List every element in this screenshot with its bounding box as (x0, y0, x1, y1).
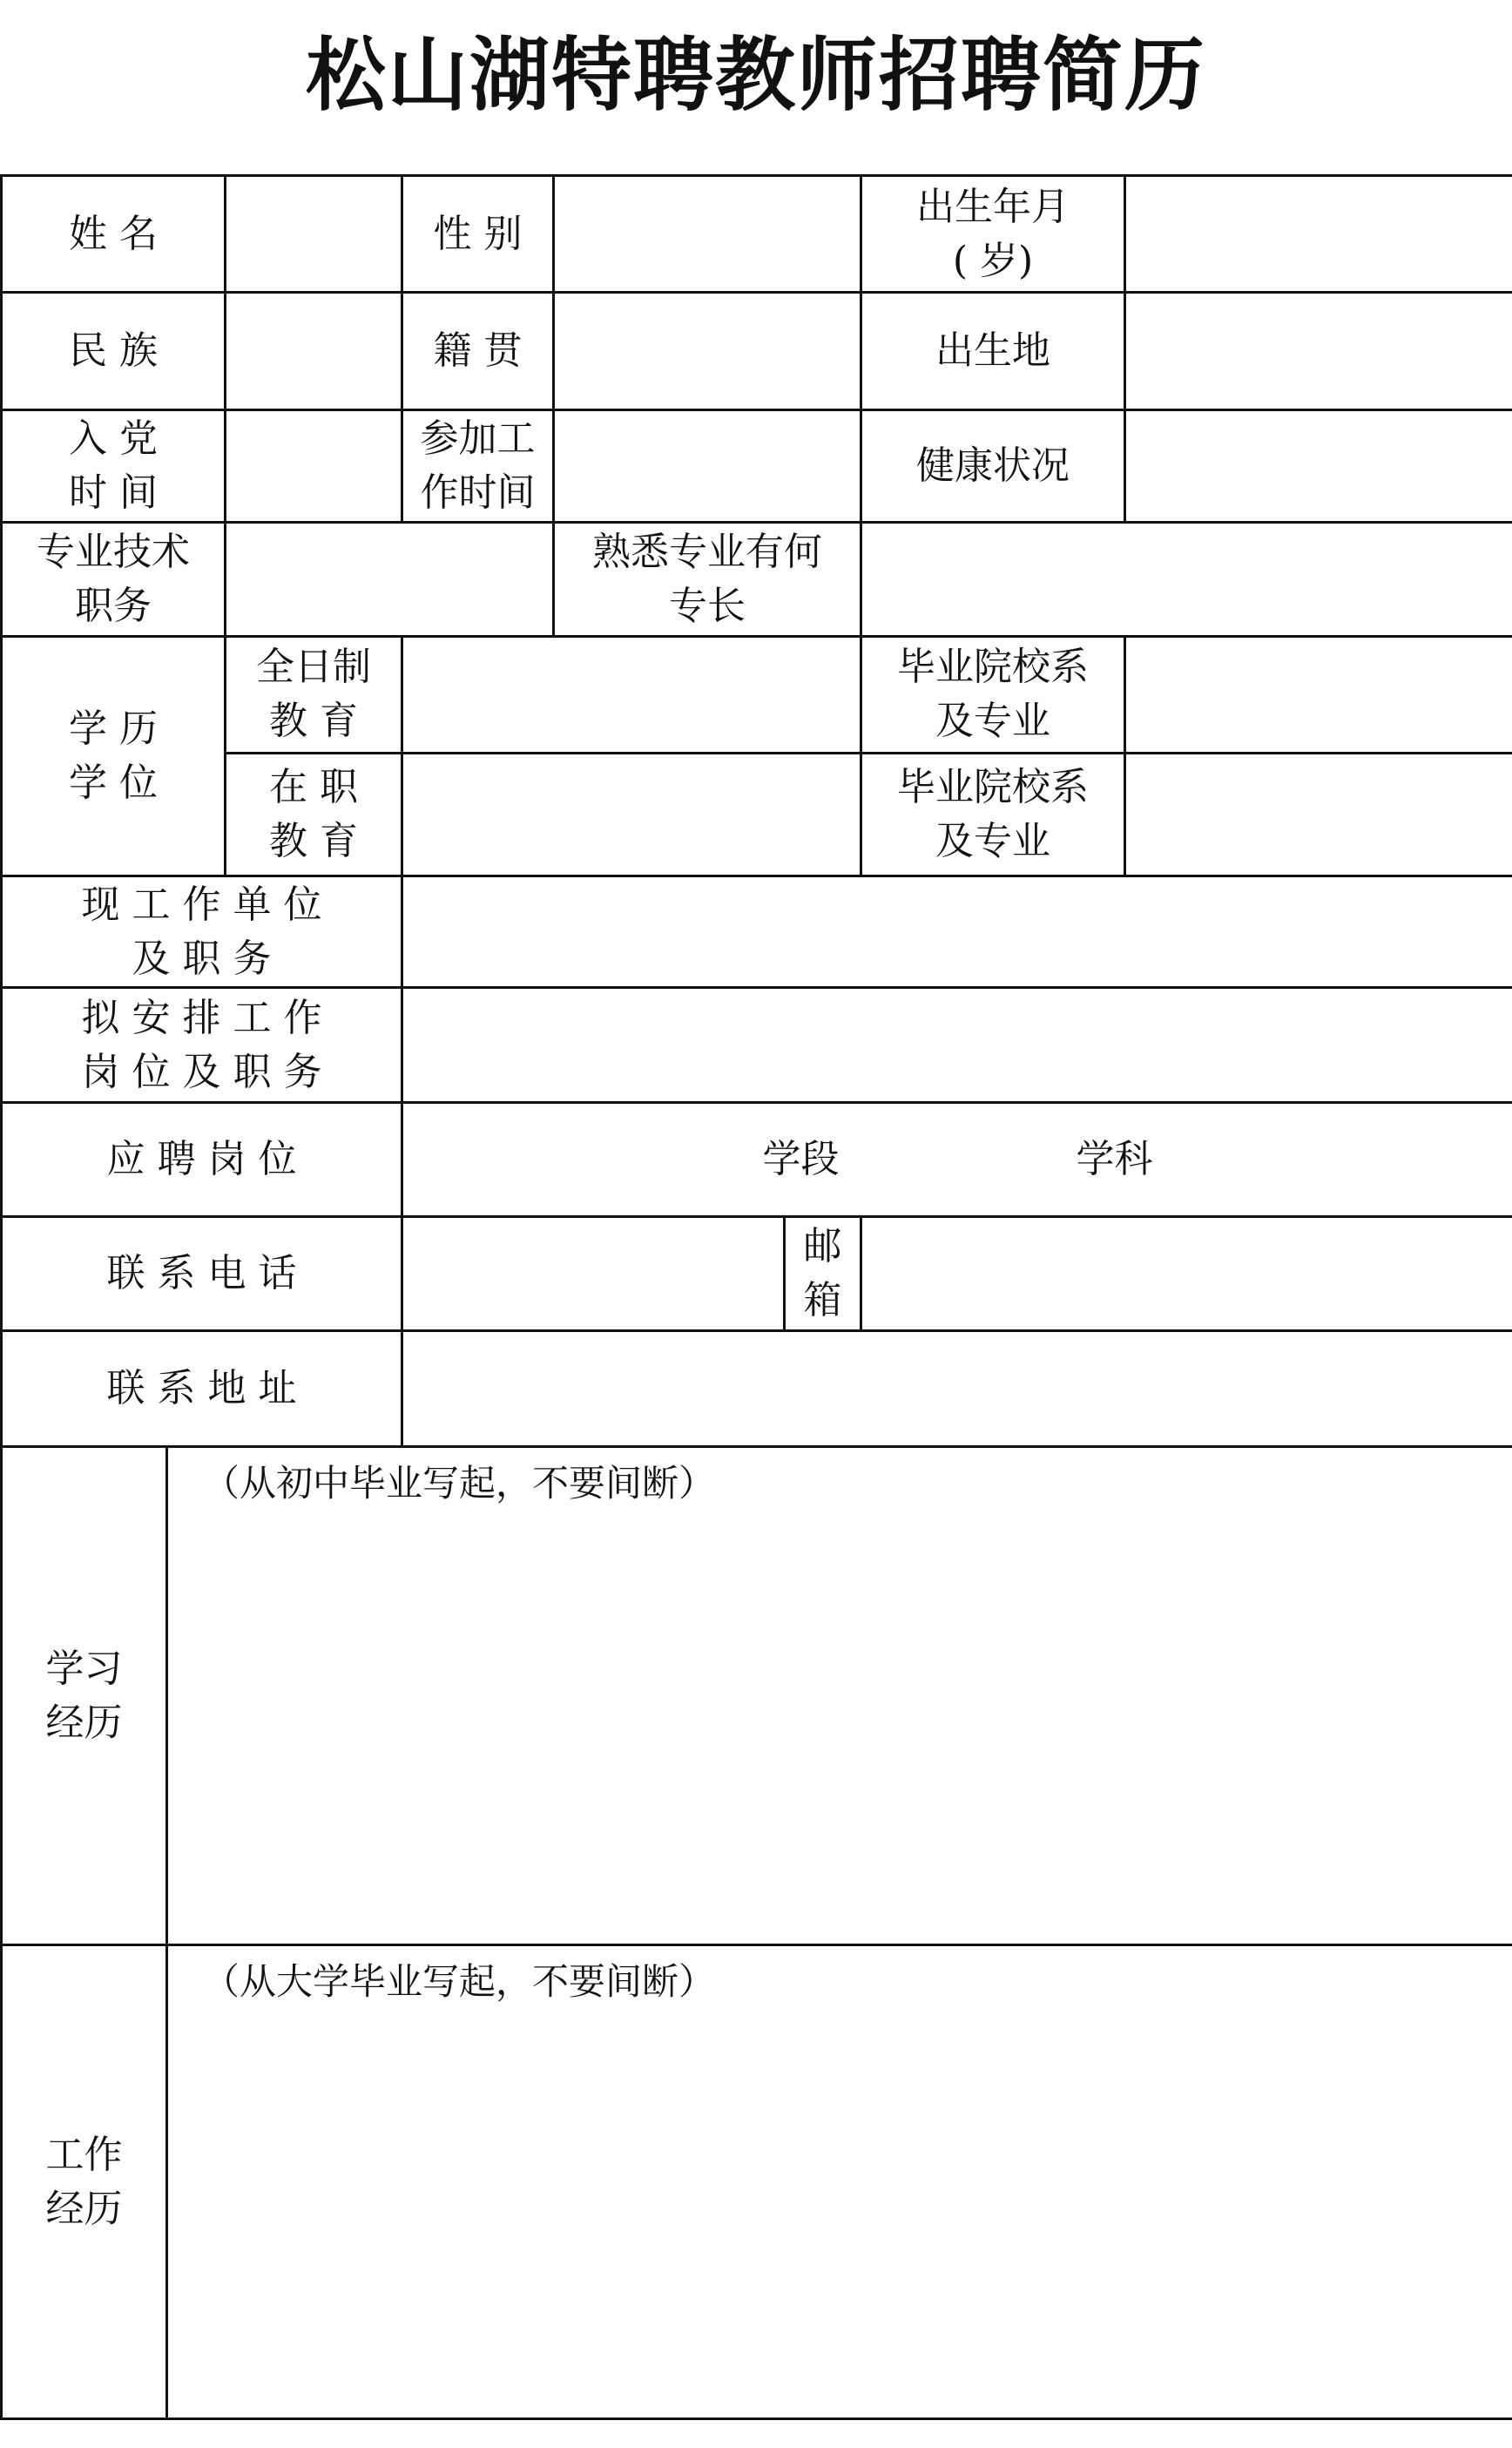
school-stage-label: 学段 (762, 1136, 840, 1181)
name-field[interactable] (226, 176, 402, 293)
birth-date-label: 出生年月 ( 岁) (861, 176, 1125, 293)
work-start-time-field[interactable] (554, 409, 861, 522)
party-join-time-label: 入 党 时 间 (2, 409, 226, 522)
birth-date-field[interactable] (1125, 176, 1512, 293)
graduate-school-field-2[interactable] (1125, 753, 1512, 876)
health-field[interactable] (1125, 409, 1512, 522)
work-history-field[interactable] (167, 1945, 1512, 2419)
applied-post-label: 应 聘 岗 位 (2, 1102, 402, 1216)
education-degree-label: 学 历 学 位 (2, 637, 226, 876)
current-unit-label: 现 工 作 单 位 及 职 务 (2, 876, 402, 988)
gender-field[interactable] (554, 176, 861, 293)
native-place-field[interactable] (554, 293, 861, 409)
study-history-field[interactable] (167, 1446, 1512, 1945)
address-label: 联 系 地 址 (2, 1331, 402, 1446)
ethnicity-label: 民 族 (2, 293, 226, 409)
proposed-post-field[interactable] (402, 988, 1512, 1102)
address-field[interactable] (402, 1331, 1512, 1446)
full-time-edu-label: 全日制 教 育 (226, 637, 402, 753)
graduate-school-field-1[interactable] (1125, 637, 1512, 753)
birthplace-field[interactable] (1125, 293, 1512, 409)
email-field[interactable] (861, 1216, 1512, 1330)
work-history-label: 工作 经历 (2, 1945, 167, 2419)
birthplace-label: 出生地 (861, 293, 1125, 409)
full-time-edu-field[interactable] (402, 637, 861, 753)
ethnicity-field[interactable] (226, 293, 402, 409)
proposed-post-label: 拟 安 排 工 作 岗 位 及 职 务 (2, 988, 402, 1102)
in-service-edu-field[interactable] (402, 753, 861, 876)
name-label: 姓 名 (2, 176, 226, 293)
applied-post-field[interactable] (402, 1102, 1512, 1216)
study-history-note: （从初中毕业写起，不要间断） (203, 1461, 716, 1505)
page-title: 松山湖特聘教师招聘简历 (305, 29, 1206, 122)
specialty-field[interactable] (861, 522, 1512, 636)
graduate-school-label-2: 毕业院校系 及专业 (861, 753, 1125, 876)
subject-label: 学科 (1076, 1136, 1153, 1181)
health-label: 健康状况 (861, 409, 1125, 522)
study-history-label: 学习 经历 (2, 1446, 167, 1945)
gender-label: 性 别 (402, 176, 554, 293)
phone-field[interactable] (402, 1216, 785, 1330)
technical-title-field[interactable] (226, 522, 554, 636)
work-start-time-label: 参加工 作时间 (402, 409, 554, 522)
work-history-note: （从大学毕业写起，不要间断） (203, 1960, 716, 2004)
native-place-label: 籍 贯 (402, 293, 554, 409)
technical-title-label: 专业技术 职务 (2, 522, 226, 636)
resume-form-table (0, 174, 1512, 2420)
current-unit-field[interactable] (402, 876, 1512, 988)
email-label: 邮箱 (785, 1216, 861, 1330)
party-join-time-field[interactable] (226, 409, 402, 522)
specialty-label: 熟悉专业有何 专长 (554, 522, 861, 636)
graduate-school-label-1: 毕业院校系 及专业 (861, 637, 1125, 753)
phone-label: 联 系 电 话 (2, 1216, 402, 1330)
in-service-edu-label: 在 职 教 育 (226, 753, 402, 876)
